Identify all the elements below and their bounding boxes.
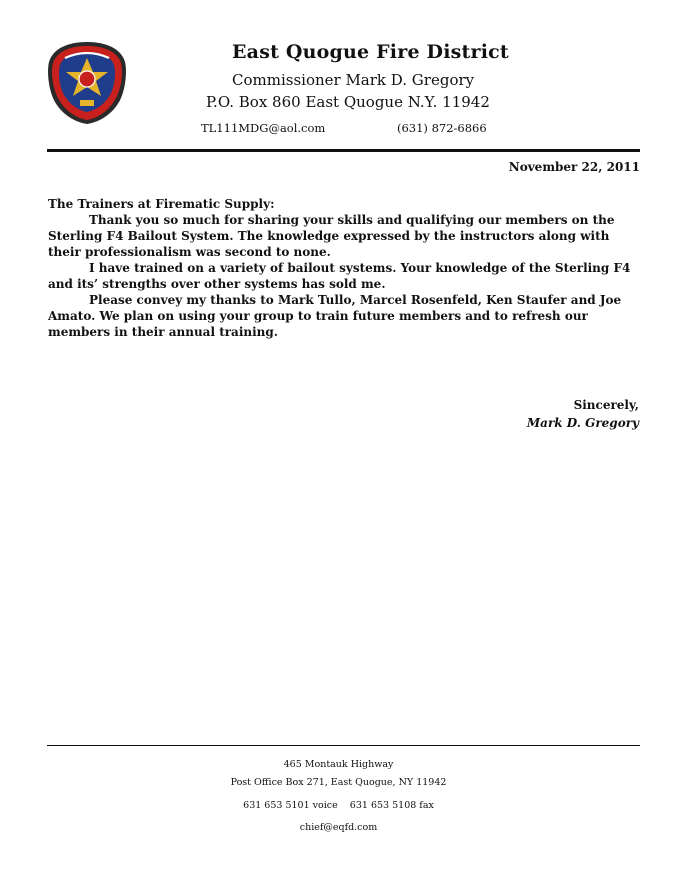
- letterhead-address: P.O. Box 860 East Quogue N.Y. 11942: [206, 93, 490, 111]
- letter-paragraph-2: I have trained on a variety of bailout systems. Your knowledge of the Sterling F4 and its’ strengths over other systems has sold me.: [48, 261, 631, 291]
- letterhead-title: East Quogue Fire District: [232, 41, 509, 63]
- letterhead-phone: (631) 872-6866: [397, 121, 487, 135]
- footer-po-box: Post Office Box 271, East Quogue, NY 11942: [230, 777, 447, 788]
- footer-phones: 631 653 5101 voice 631 653 5108 fax: [243, 800, 434, 811]
- letter-paragraph-1: Thank you so much for sharing your skills and qualifying our members on the Sterling F4 Bailout System. The knowledge expressed by the instructors along with their professionalism was second to none.: [48, 213, 615, 259]
- letter-signature: Mark D. Gregory: [526, 416, 639, 430]
- letterhead-email: TL111MDG@aol.com: [201, 121, 326, 135]
- letter-paragraph-3: Please convey my thanks to Mark Tullo, Marcel Rosenfeld, Ken Staufer and Joe Amato. We plan on using your group to train future members and to refresh our members in their annual training.: [48, 293, 622, 339]
- fire-district-patch-icon: [47, 40, 127, 126]
- commissioner-line: Commissioner Mark D. Gregory: [232, 71, 475, 89]
- letter-salutation: The Trainers at Firematic Supply:: [48, 197, 275, 211]
- header-divider: [47, 149, 640, 152]
- letter-date: November 22, 2011: [508, 160, 640, 174]
- footer-email: chief@eqfd.com: [299, 822, 378, 833]
- footer-street: 465 Montauk Highway: [283, 759, 394, 770]
- footer-divider: [47, 745, 640, 746]
- letter-closing: Sincerely,: [573, 398, 639, 412]
- letter-body: [48, 196, 640, 340]
